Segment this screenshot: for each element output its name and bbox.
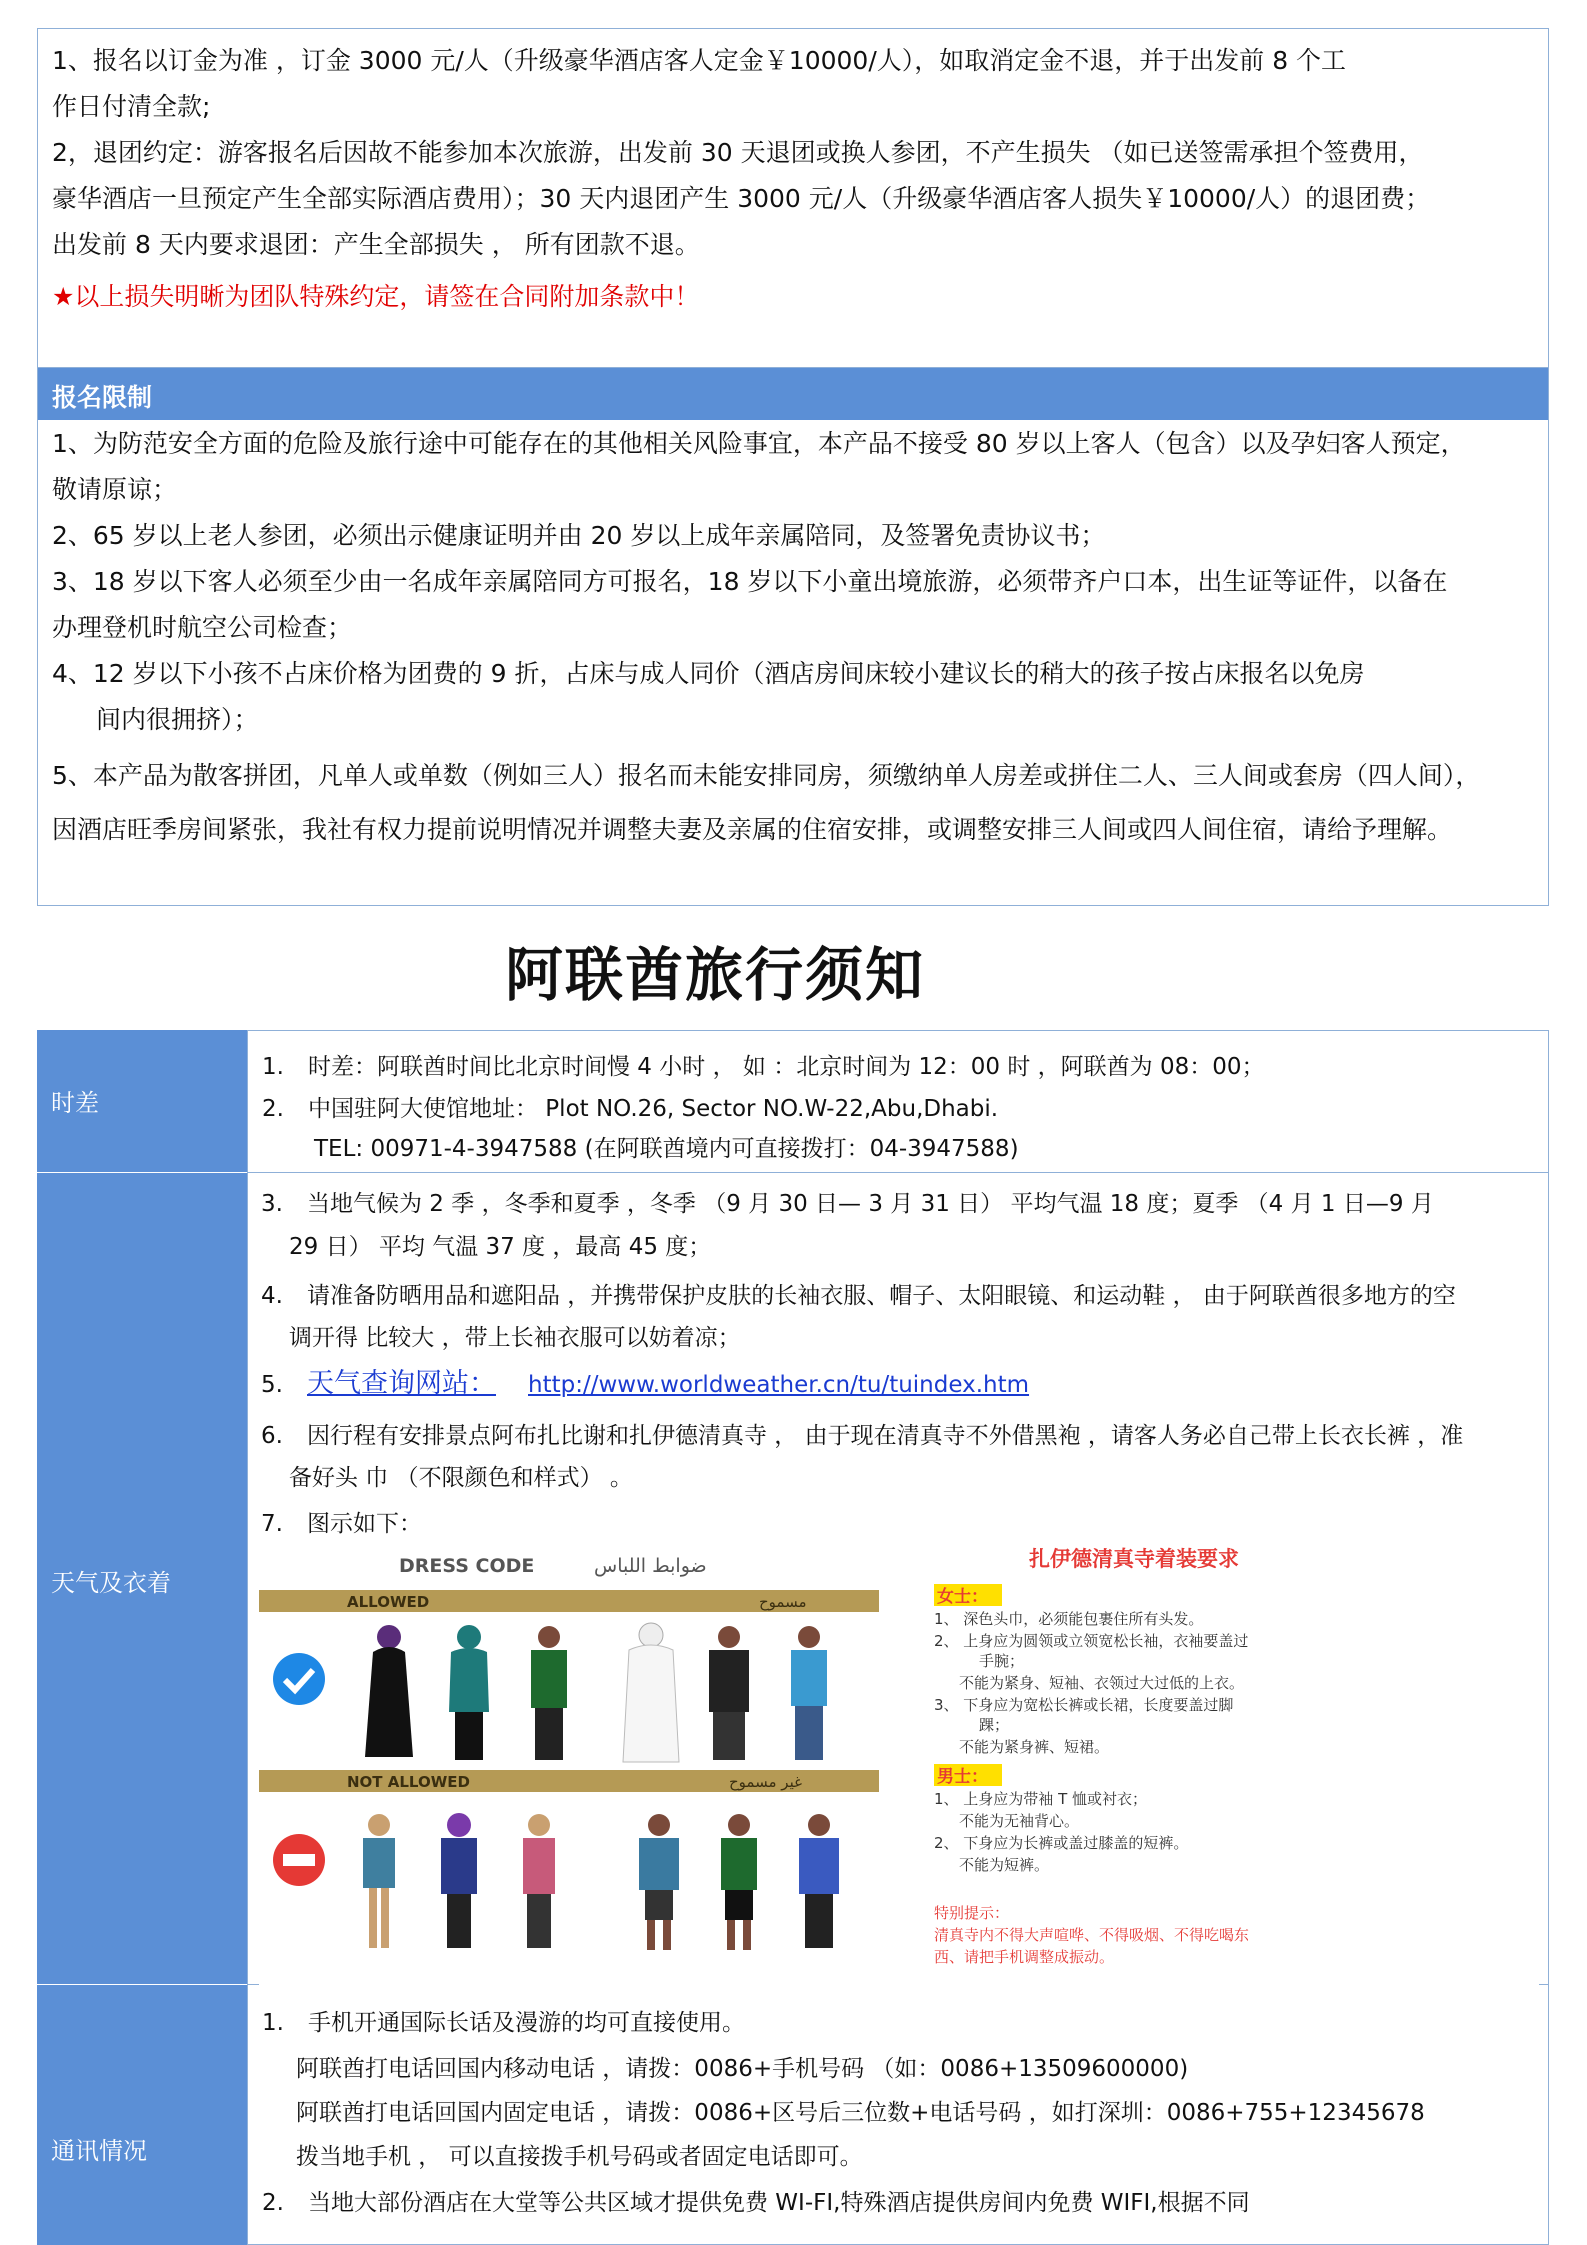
dress-code-title-arabic: ضوابط اللباس [594, 1555, 707, 1577]
dress-code-title: DRESS CODE [399, 1555, 535, 1577]
row-label-time-difference: 时差 [37, 1030, 247, 1173]
restrictions-header-label: 报名限制 [52, 383, 153, 412]
svg-text:踝；: 踝； [979, 1716, 1010, 1734]
restriction-line: 1、为防范安全方面的危险及旅行途中可能存在的其他相关风险事宜，本产品不接受 80 岁以上客人（包含）以及孕妇客人预定， [52, 429, 1466, 458]
communication-cell [247, 1985, 1549, 2245]
svg-text:西、请把手机调整成振动。: 西、请把手机调整成振动。 [934, 1948, 1115, 1966]
svg-text:清真寺内不得大声喧哗、不得吸烟、不得吃喝东: 清真寺内不得大声喧哗、不得吸烟、不得吃喝东 [934, 1926, 1250, 1944]
svg-text:3、 下身应为宽松长裤或长裙，长度要盖过脚: 3、 下身应为宽松长裤或长裙，长度要盖过脚 [934, 1696, 1234, 1714]
restriction-line: 2、65 岁以上老人参团，必须出示健康证明并由 20 岁以上成年亲属陪同，及签署免责协议书； [52, 521, 1106, 550]
list-item: 2. 中国驻阿大使馆地址： Plot NO.26, Sector NO.W-22,Abu,Dhabi. [262, 1096, 999, 1122]
cancellation-paragraph-2-line-1: 2，退团约定：游客报名后因故不能参加本次旅游，出发前 30 天退团或换人参团，不产生损失 （如已送签需承担个签费用， [52, 138, 1424, 167]
dress-code-illustration [259, 1542, 1539, 1990]
list-item: 1. 手机开通国际长话及漫游的均可直接使用。 [262, 2010, 745, 2036]
allowed-label-arabic: مسموح [759, 1593, 807, 1611]
female-header: 女士： [937, 1587, 988, 1607]
list-item: 7. 图示如下： [261, 1511, 422, 1537]
restrictions-header [38, 368, 1548, 420]
list-item: 2. 当地大部份酒店在大堂等公共区域才提供免费 WI-FI,特殊酒店提供房间内免费 WIFI,根据不同 [262, 2190, 1250, 2216]
cross-bar [283, 1854, 315, 1866]
svg-text:不能为短裤。: 不能为短裤。 [959, 1856, 1050, 1874]
rules-title: 扎伊德清真寺着装要求 [1029, 1547, 1239, 1571]
svg-text:不能为紧身、短袖、衣领过大过低的上衣。: 不能为紧身、短袖、衣领过大过低的上衣。 [959, 1674, 1245, 1692]
svg-text:1、 深色头巾，必须能包裹住所有头发。: 1、 深色头巾，必须能包裹住所有头发。 [934, 1610, 1204, 1628]
male-header: 男士： [937, 1767, 988, 1787]
allowed-label: ALLOWED [347, 1593, 430, 1611]
restriction-line: 5、本产品为散客拼团，凡单人或单数（例如三人）报名而未能安排同房，须缴纳单人房差或拼住二人、三人间或套房（四人间）， [52, 761, 1481, 790]
restriction-line: 3、18 岁以下客人必须至少由一名成年亲属陪同方可报名，18 岁以下小童出境旅游，必须带齐户口本，出生证等证件，以备在 [52, 567, 1448, 596]
cancellation-paragraph-1-line-1: 1、报名以订金为准 ，订金 3000 元/人（升级豪华酒店客人定金￥10000/人），如取消定金不退，并于出发前 8 个工 [52, 46, 1347, 75]
row-label-weather: 天气及衣着 [37, 1173, 247, 1985]
not-allowed-label: NOT ALLOWED [347, 1773, 470, 1791]
restrictions-section [37, 368, 1549, 906]
tip-title: 特别提示： [934, 1904, 1010, 1922]
list-item: 3. 当地气候为 2 季 ，冬季和夏季 ，冬季 （9 月 30 日— 3 月 31 日） 平均气温 18 度；夏季 （4 月 1 日—9 月 [261, 1191, 1434, 1217]
list-item: 6. 因行程有安排景点阿布扎比谢和扎伊德清真寺 ， 由于现在清真寺不外借黑袍 ，请客人务必自己带上长衣长裤 ，准 [261, 1423, 1464, 1449]
restriction-line: 4、12 岁以下小孩不占床价格为团费的 9 折，占床与成人同价（酒店房间床较小建议长的稍大的孩子按占床报名以免房 [52, 659, 1365, 688]
list-item-continuation: 备好头 巾 （不限颜色和样式） 。 [289, 1465, 633, 1491]
list-item: 4. 请准备防晒用品和遮阳品 ，并携带保护皮肤的长袖衣服、帽子、太阳眼镜、和运动鞋 ， 由于阿联酋很多地方的空 [261, 1283, 1456, 1309]
cancellation-paragraph-2-line-3: 出发前 8 天内要求退团：产生全部损失 ， 所有团款不退。 [52, 230, 700, 259]
list-item-continuation: 29 日） 平均 气温 37 度 ，最高 45 度； [289, 1234, 712, 1260]
svg-text:1、 上身应为带袖 T 恤或衬衣；: 1、 上身应为带袖 T 恤或衬衣； [934, 1790, 1148, 1808]
list-item-continuation: 调开得 比较大 ，带上长袖衣服可以妨着凉； [289, 1325, 741, 1351]
weather-site-label: 天气查询网站： [307, 1368, 496, 1399]
cancellation-notice: ★以上损失明晰为团队特殊约定，请签在合同附加条款中！ [52, 282, 700, 311]
check-icon [273, 1653, 325, 1705]
weather-site-link[interactable]: http://www.worldweather.cn/tu/tuindex.htm [528, 1372, 1030, 1398]
list-item-continuation: 阿联酋打电话回国内固定电话 ，请拨：0086+区号后三位数+电话号码 ，如打深圳：0086+755+12345678 [296, 2100, 1425, 2126]
svg-text:不能为无袖背心。: 不能为无袖背心。 [959, 1812, 1080, 1830]
travel-notes-table [37, 1030, 1549, 2245]
list-item: 1. 时差：阿联酋时间比北京时间慢 4 小时 ， 如 ：北京时间为 12：00 时 ，阿联酋为 08：00； [262, 1054, 1265, 1080]
list-item-continuation: 阿联酋打电话回国内移动电话 ，请拨：0086+手机号码 （如：0086+13509600000) [296, 2056, 1189, 2082]
cancellation-paragraph-2-line-2: 豪华酒店一旦预定产生全部实际酒店费用）；30 天内退团产生 3000 元/人（升级豪华酒店客人损失￥10000/人）的退团费； [52, 184, 1431, 213]
restriction-line: 办理登机时航空公司检查； [52, 613, 353, 642]
restriction-line: 间内很拥挤）； [96, 705, 259, 734]
svg-text:2、 下身应为长裤或盖过膝盖的短裤。: 2、 下身应为长裤或盖过膝盖的短裤。 [934, 1834, 1189, 1852]
time-difference-cell [247, 1030, 1549, 1173]
restriction-line: 敬请原谅； [52, 475, 178, 504]
list-item-continuation: 拨当地手机 ， 可以直接拨手机号码或者固定电话即可。 [296, 2144, 863, 2170]
restriction-line: 因酒店旺季房间紧张，我社有权力提前说明情况并调整夫妻及亲属的住宿安排，或调整安排三人间或四人间住宿，请给予理解。 [52, 815, 1453, 844]
embassy-phone: TEL: 00971-4-3947588 (在阿联酋境内可直接拨打：04-3947588) [314, 1136, 1019, 1162]
svg-text:2、 上身应为圆领或立领宽松长袖，衣袖要盖过: 2、 上身应为圆领或立领宽松长袖，衣袖要盖过 [934, 1632, 1249, 1650]
svg-text:手腕；: 手腕； [979, 1652, 1025, 1670]
list-item: 5. 天气查询网站： http://www.worldweather.cn/tu/tuindex.htm [261, 1368, 1030, 1399]
cancellation-section [37, 28, 1549, 368]
svg-text:不能为紧身裤、短裙。: 不能为紧身裤、短裙。 [959, 1738, 1110, 1756]
row-label-communication: 通讯情况 [37, 1985, 247, 2245]
not-allowed-label-arabic: غير مسموح [729, 1773, 802, 1791]
page-title: 阿联酋旅行须知 [504, 941, 925, 1009]
cancellation-paragraph-1-line-2: 作日付清全款; [52, 92, 211, 121]
